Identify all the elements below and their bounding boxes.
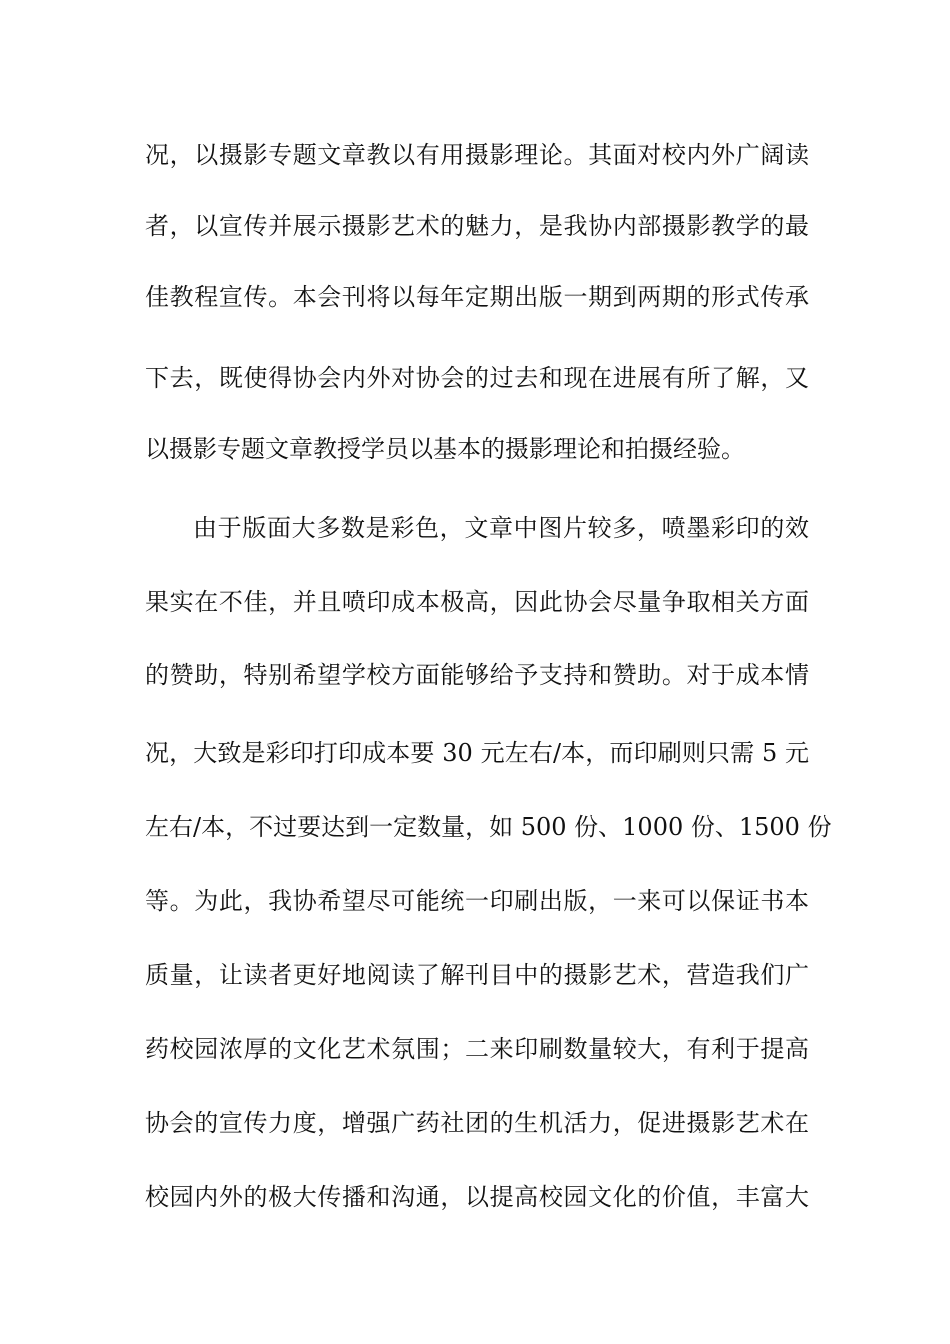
paragraph-2-line-8: 药校园浓厚的文化艺术氛围；二来印刷数量较大，有利于提高 (145, 1035, 809, 1063)
paragraph-1-line-1: 况，以摄影专题文章教以有用摄影理论。其面对校内外广阔读 (145, 141, 809, 169)
paragraph-1-line-5: 以摄影专题文章教授学员以基本的摄影理论和拍摄经验。 (145, 435, 745, 463)
paragraph-1-line-3: 佳教程宣传。本会刊将以每年定期出版一期到两期的形式传承 (145, 283, 809, 311)
paragraph-2-line-1: 由于版面大多数是彩色，文章中图片较多，喷墨彩印的效 (193, 514, 809, 542)
paragraph-2-line-3: 的赞助，特别希望学校方面能够给予支持和赞助。对于成本情 (145, 661, 809, 689)
paragraph-2-line-7: 质量，让读者更好地阅读了解刊目中的摄影艺术，营造我们广 (145, 961, 809, 989)
paragraph-2-line-10: 校园内外的极大传播和沟通，以提高校园文化的价值，丰富大 (145, 1183, 809, 1211)
paragraph-2-line-9: 协会的宣传力度，增强广药社团的生机活力，促进摄影艺术在 (145, 1109, 809, 1137)
paragraph-2-line-5: 左右/本，不过要达到一定数量，如 500 份、1000 份、1500 份 (145, 813, 832, 841)
paragraph-2-line-6: 等。为此，我协希望尽可能统一印刷出版，一来可以保证书本 (145, 887, 809, 915)
paragraph-1-line-2: 者，以宣传并展示摄影艺术的魅力，是我协内部摄影教学的最 (145, 212, 809, 240)
paragraph-2-line-2: 果实在不佳，并且喷印成本极高，因此协会尽量争取相关方面 (145, 588, 809, 616)
paragraph-1-line-4: 下去，既使得协会内外对协会的过去和现在进展有所了解，又 (145, 364, 809, 392)
paragraph-2-line-4: 况，大致是彩印打印成本要 30 元左右/本，而印刷则只需 5 元 (145, 739, 809, 767)
